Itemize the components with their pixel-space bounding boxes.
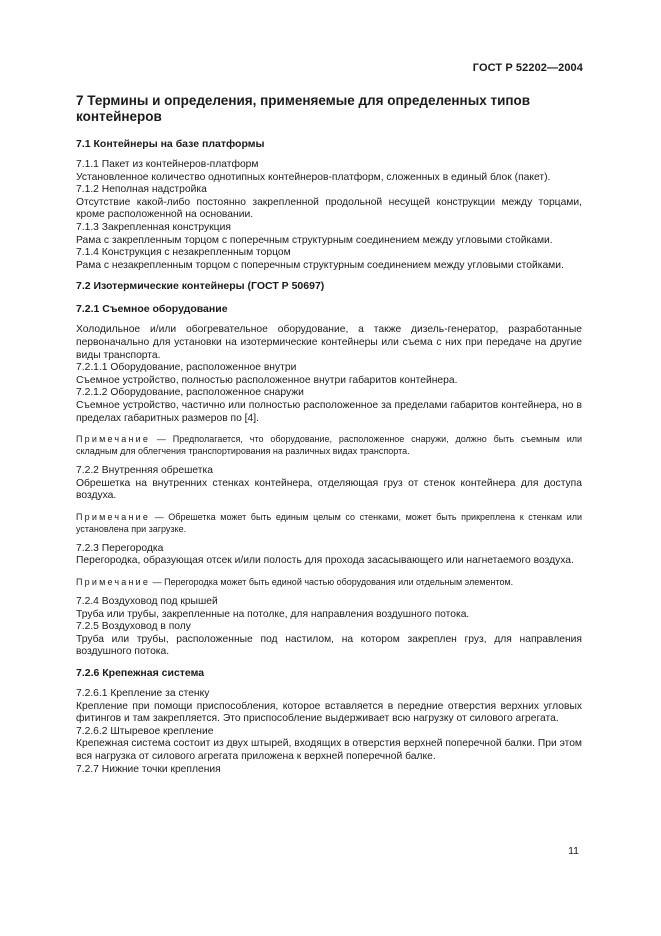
term-7-2-6-1: 7.2.6.1 Крепление за стенку	[76, 688, 210, 700]
definition-7-2-1-1: Съемное устройство, полностью расположенное внутри габаритов контейнера.	[76, 374, 458, 386]
definition-7-2-1: Холодильное и/или обогревательное оборудование, а также дизель-генератор, разработанные первоначально для установки на изотермические контейнеры или съема с них при передаче на другие виды транспорта.	[76, 324, 582, 361]
page-content	[76, 93, 582, 776]
definition-7-2-6-1: Крепление при помощи приспособления, которое вставляется в передние отверстия верхних угловых фитингов и там закрепляется. Это приспособление выдерживает всю нагрузку от силового агрегата.	[76, 700, 582, 725]
note-label: Примечание	[76, 577, 151, 588]
definition-7-1-4: Рама с незакрепленным торцом с поперечным структурным соединением между угловыми стойками.	[76, 259, 564, 271]
term-7-2-2: 7.2.2 Внутренняя обрешетка	[76, 465, 213, 477]
term-7-1-1: 7.1.1 Пакет из контейнеров-платформ	[76, 159, 259, 170]
term-7-2-1-2: 7.2.1.2 Оборудование, расположенное снаружи	[76, 387, 304, 399]
page-number: 11	[568, 845, 579, 857]
term-7-2-5: 7.2.5 Воздуховод в полу	[76, 621, 191, 633]
term-7-1-4: 7.1.4 Конструкция с незакрепленным торцом	[76, 247, 291, 259]
term-7-2-1-1: 7.2.1.1 Оборудование, расположенное внутри	[76, 362, 297, 374]
term-7-1-3: 7.1.3 Закрепленная конструкция	[76, 221, 231, 233]
definition-7-1-3: Рама с закрепленным торцом с поперечным структурным соединением между угловыми стойками.	[76, 234, 553, 246]
section-7-1-title: 7.1 Контейнеры на базе платформы	[76, 138, 265, 150]
definition-7-2-3: Перегородка, образующая отсек и/или полость для прохода засасывающего или нагнетаемого воздуха.	[76, 555, 574, 567]
definition-7-2-1-2: Съемное устройство, частично или полностью расположенное за пределами габаритов контейнера, но в пределах габаритных размеров по [4].	[76, 399, 582, 424]
note-7-2-1-2: Примечание — Предполагается, что оборудование, расположенное снаружи, должно быть съемным или складным для облегчения транспортирования на различных видах транспорта.	[76, 434, 582, 457]
note-label: Примечание	[76, 511, 151, 522]
definition-7-2-5: Труба или трубы, расположенные под настилом, на котором закреплен груз, для направления воздушного потока.	[76, 633, 582, 658]
document-code: ГОСТ Р 52202—2004	[472, 62, 583, 74]
definition-7-2-2: Обрешетка на внутренних стенках контейнера, отделяющая груз от стенок контейнера для доступа воздуха.	[76, 477, 582, 502]
section-7-title: 7 Термины и определения, применяемые для определенных типов контейнеров	[76, 93, 531, 124]
definition-7-1-2: Отсутствие какой-либо постоянно закрепленной продольной несущей конструкции между торцами, кроме расположенной на основании.	[76, 196, 582, 221]
note-label: Примечание	[76, 434, 151, 445]
definition-7-2-6-2: Крепежная система состоит из двух штырей, входящих в отверстия верхней поперечной балки. При этом вся нагрузка от силового агрегата приложена к верхней поперечной балке.	[76, 738, 583, 762]
section-7-2-title: 7.2 Изотермические контейнеры (ГОСТ Р 50697)	[76, 280, 325, 293]
term-7-2-6: 7.2.6 Крепежная система	[76, 667, 205, 680]
term-7-2-1: 7.2.1 Съемное оборудование	[76, 303, 228, 316]
term-7-2-4: 7.2.4 Воздуховод под крышей	[76, 596, 218, 608]
term-7-2-6-2: 7.2.6.2 Штыревое крепление	[76, 725, 214, 737]
term-7-1-2: 7.1.2 Неполная надстройка	[76, 184, 207, 196]
term-7-2-7: 7.2.7 Нижние точки крепления	[76, 763, 221, 775]
note-7-2-2: Примечание — Обрешетка может быть единым целым со стенками, может быть прикреплена к стенкам или установлена при загрузке.	[76, 511, 582, 534]
definition-7-1-1: Установленное количество однотипных контейнеров-платформ, сложенных в единый блок (пакет).	[76, 171, 551, 183]
note-7-2-3: Примечание — Перегородка может быть единой частью оборудования или отдельным элементом.	[76, 577, 514, 588]
definition-7-2-4: Труба или трубы, закрепленные на потолке, для направления воздушного потока.	[76, 608, 470, 620]
term-7-2-3: 7.2.3 Перегородка	[76, 542, 164, 554]
